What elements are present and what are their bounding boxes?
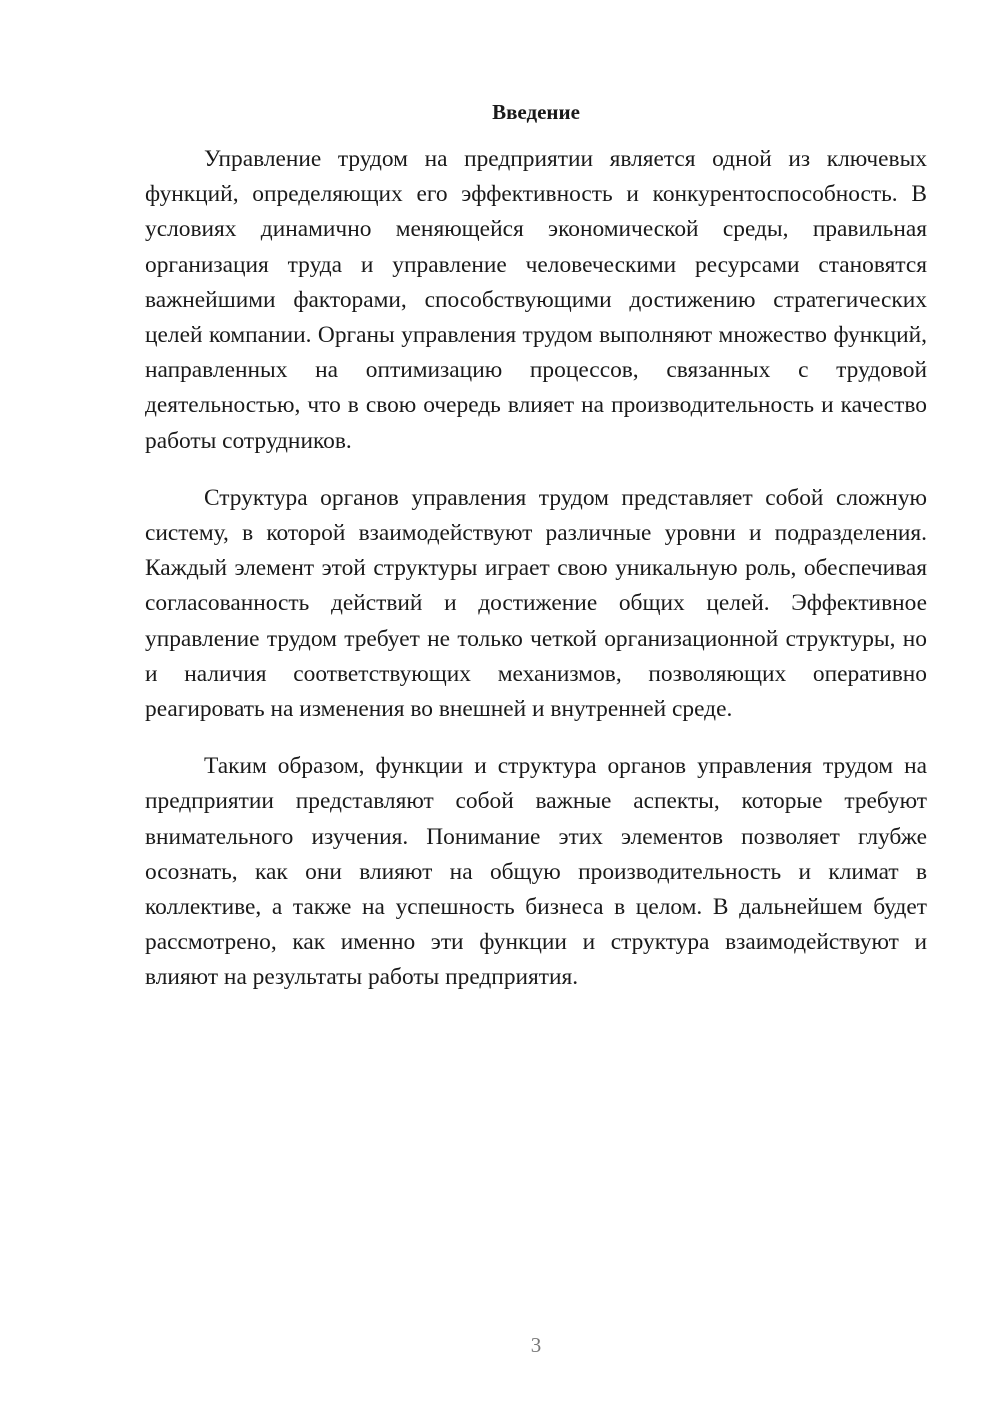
paragraph-1: Управление трудом на предприятии является одной из ключевых функций, определяющих его эффективность и конкурентоспособность. В условиях динамично меняющейся экономической среды, правильная организация труда и управление человеческими ресурсами становятся важнейшими факторами, способствующими достижению стратегических целей компании. Органы управления трудом выполняют множество функций, направленных на оптимизацию процессов, связанных с трудовой деятельностью, что в свою очередь влияет на производительность и качество работы сотрудников.: [145, 146, 927, 454]
body-text: [145, 142, 927, 1018]
paragraph-2: Структура органов управления трудом представляет собой сложную систему, в которой взаимодействуют различные уровни и подразделения. Каждый элемент этой структуры играет свою уникальную роль, обеспечивая согласованность действий и достижение общих целей. Эффективное управление трудом требует не только четкой организационной структуры, но и наличия соответствующих механизмов, позволяющих оперативно реагировать на изменения во внешней и внутренней среде.: [145, 484, 927, 723]
section-title: Введение: [492, 100, 580, 124]
page-number: 3: [530, 1333, 542, 1357]
paragraph-3: Таким образом, функции и структура органов управления трудом на предприятии представляют собой важные аспекты, которые требуют внимательного изучения. Понимание этих элементов позволяет глубже осознать, как они влияют на общую производительность и климат в коллективе, а также на успешность бизнеса в целом. В дальнейшем будет рассмотрено, как именно эти функции и структура взаимодействуют и влияют на результаты работы предприятия.: [145, 753, 927, 991]
